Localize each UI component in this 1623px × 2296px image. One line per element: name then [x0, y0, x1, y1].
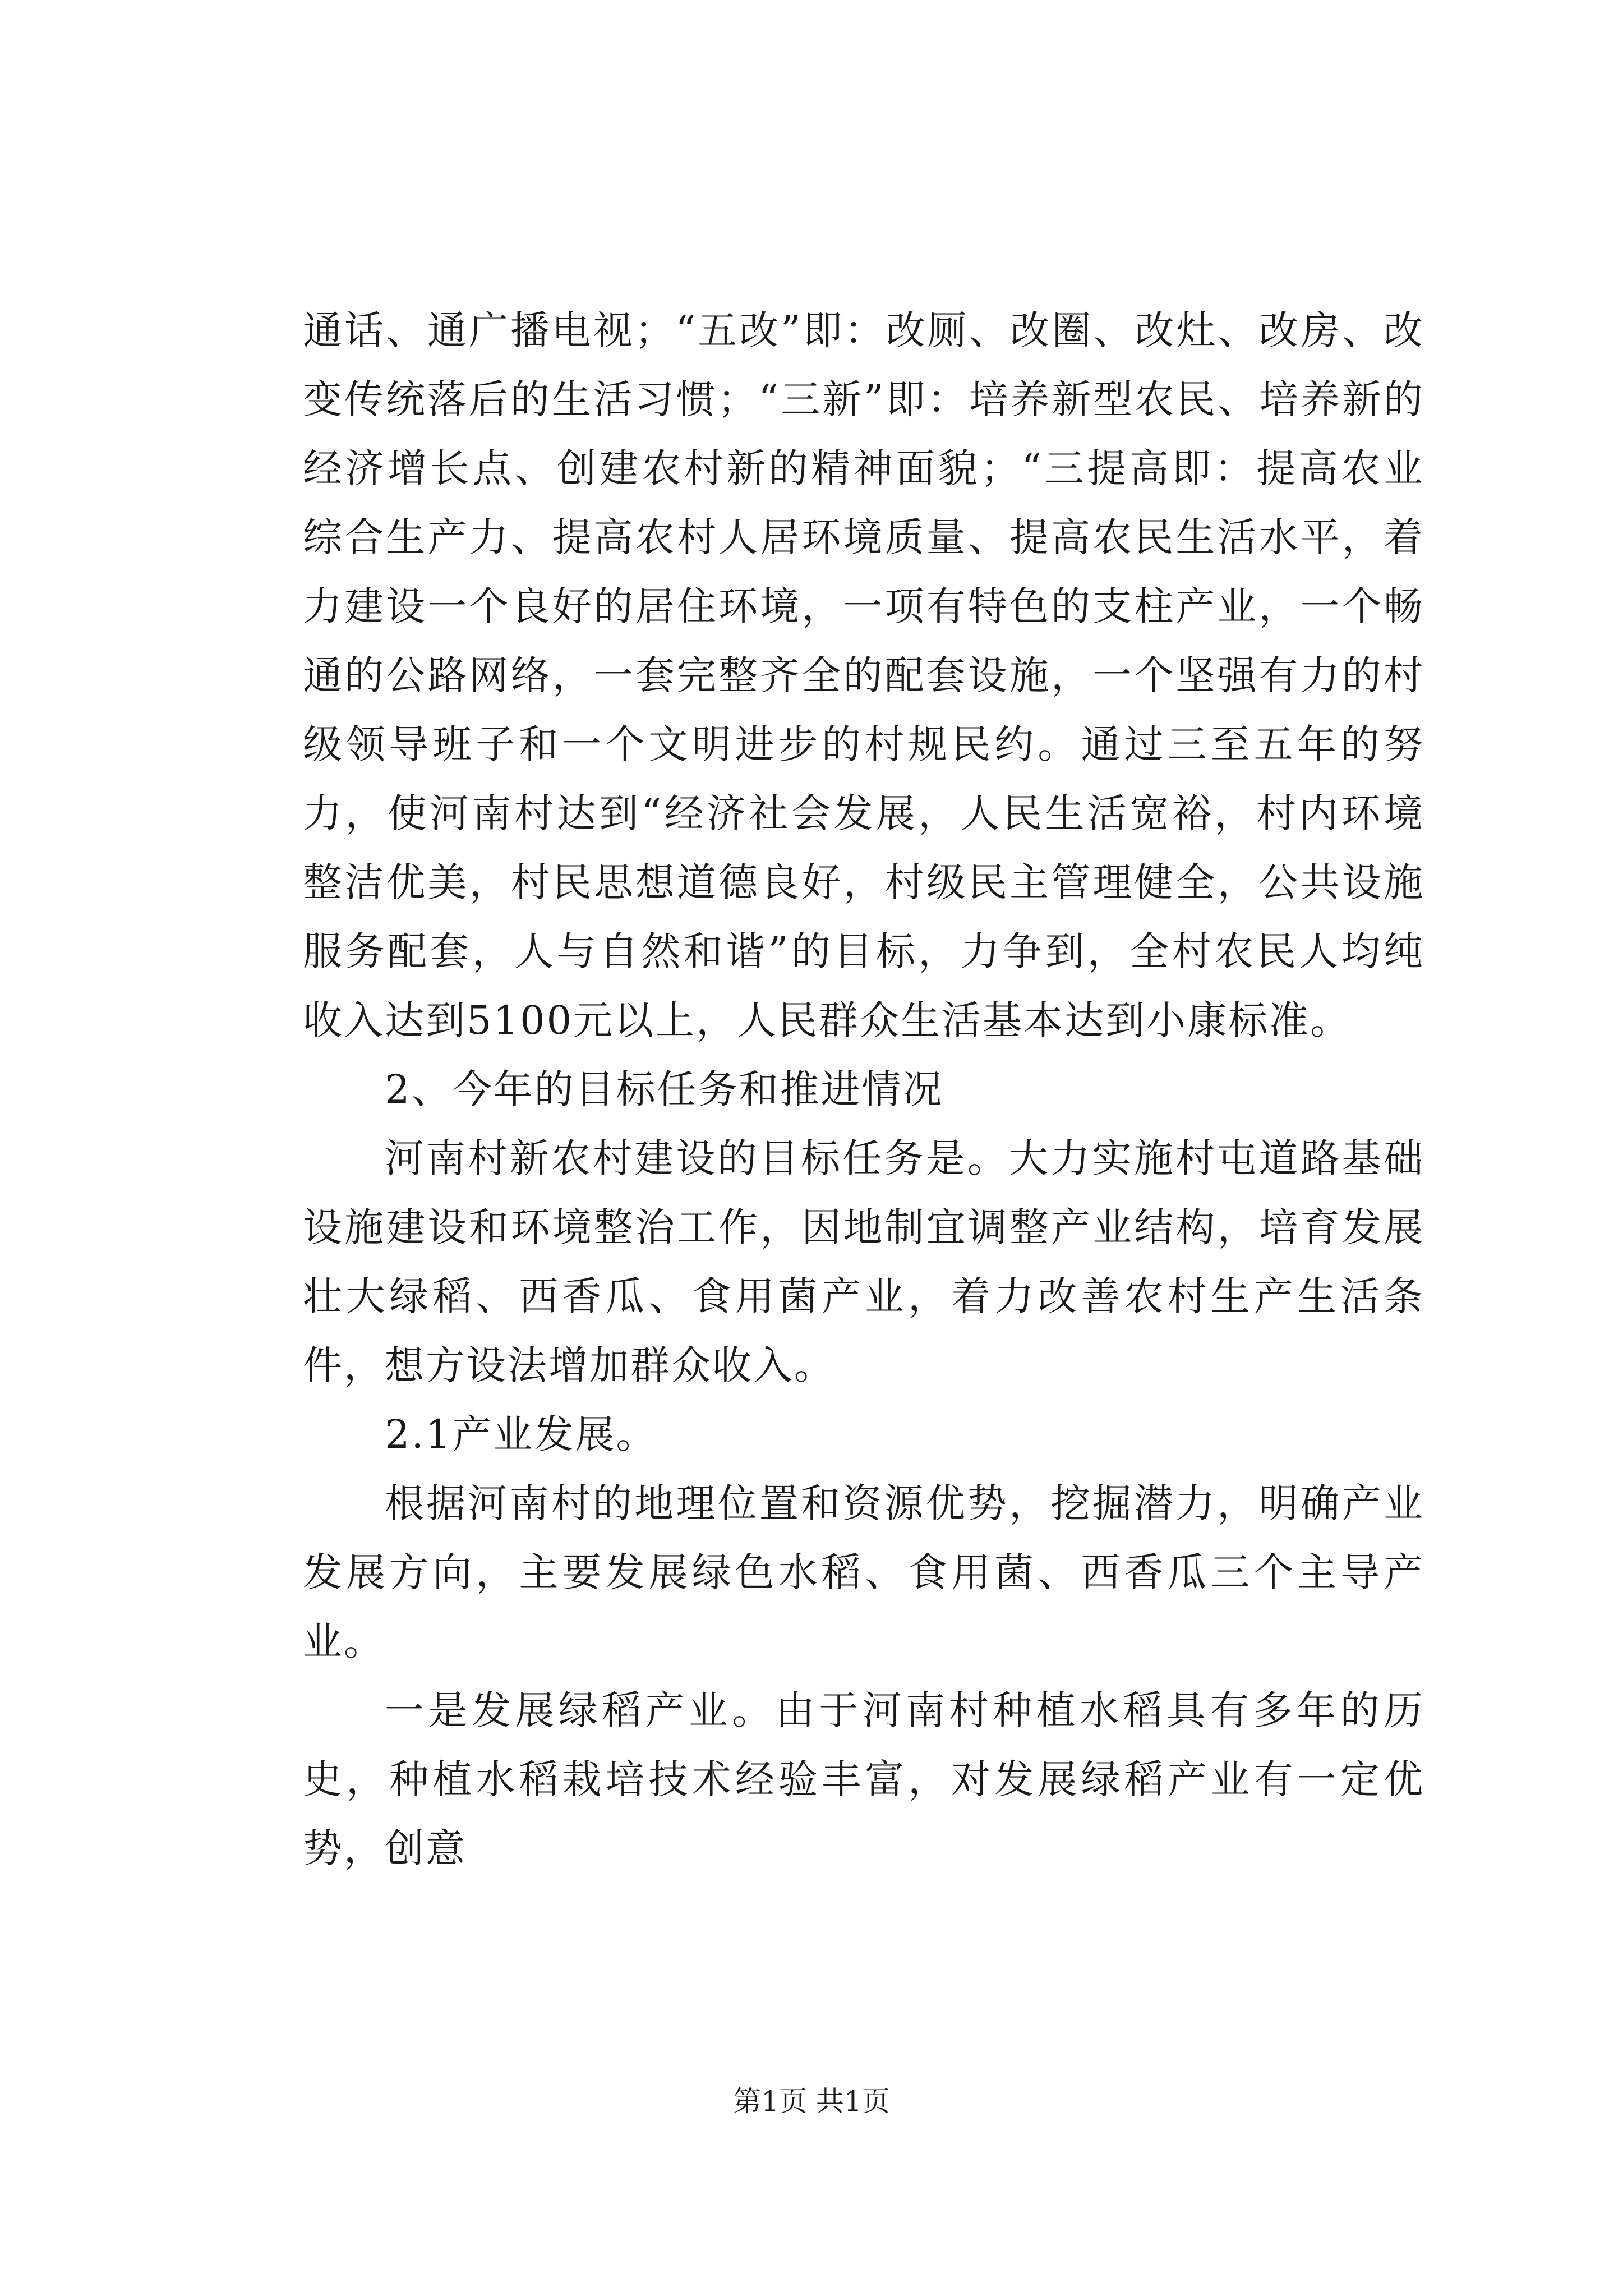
paragraph-2: 河南村新农村建设的目标任务是。大力实施村屯道路基础设施建设和环境整治工作，因地制宜调整产业结构，培育发展壮大绿稻、西香瓜、食用菌产业，着力改善农村生产生活条件，想方设法增加群众收入。 — [303, 1135, 1424, 1388]
subsection-heading-2-1: 2.1产业发展。 — [385, 1411, 657, 1457]
body-text — [303, 296, 1424, 1883]
page-number: 第1页 共1页 — [733, 2085, 890, 2118]
paragraph-4: 一是发展绿稻产业。由于河南村种植水稻具有多年的历史，种植水稻栽培技术经验丰富，对发展绿稻产业有一定优势，创意 — [303, 1687, 1424, 1871]
section-heading-2: 2、今年的目标任务和推进情况 — [385, 1066, 944, 1112]
paragraph-3: 根据河南村的地理位置和资源优势，挖掘潜力，明确产业发展方向，主要发展绿色水稻、食用菌、西香瓜三个主导产业。 — [303, 1480, 1424, 1664]
paragraph-1: 通话、通广播电视；“五改”即：改厕、改圈、改灶、改房、改变传统落后的生活习惯；“三新”即：培养新型农民、培养新的经济增长点、创建农村新的精神面貌；“三提高即：提高农业综合生产力、提高农村人居环境质量、提高农民生活水平，着力建设一个良好的居住环境，一项有特色的支柱产业，一个畅通的公路网络，一套完整齐全的配套设施，一个坚强有力的村级领导班子和一个文明进步的村规民约。通过三至五年的努力，使河南村达到“经济社会发展，人民生活宽裕，村内环境整洁优美，村民思想道德良好，村级民主管理健全，公共设施服务配套，人与自然和谐”的目标，力争到，全村农民人均纯收入达到5100元以上，人民群众生活基本达到小康标准。 — [303, 307, 1424, 1043]
